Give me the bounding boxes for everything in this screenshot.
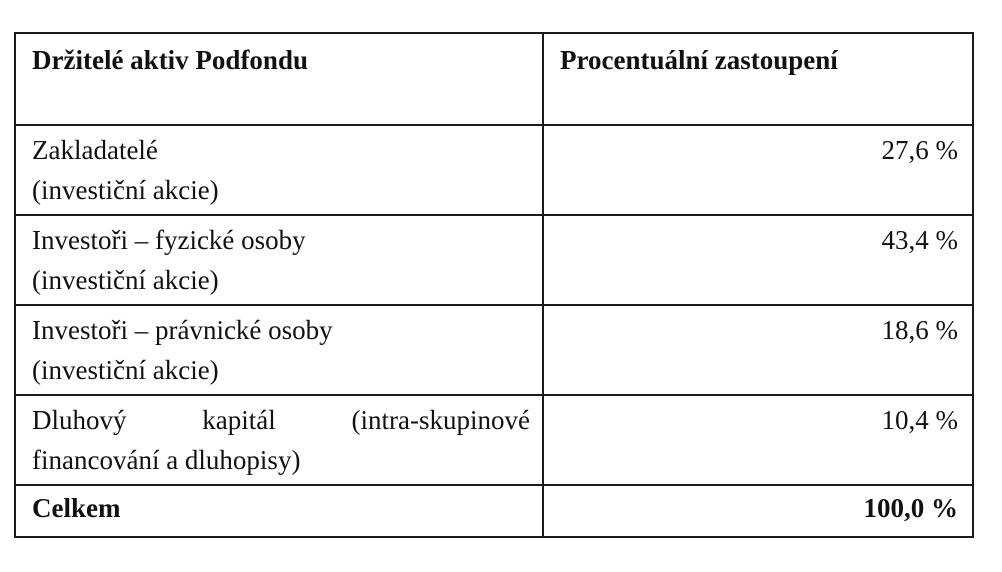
holder-cell xyxy=(15,215,543,305)
header-holder: Držitelé aktiv Podfondu xyxy=(15,33,543,125)
table-row xyxy=(15,395,973,485)
total-value: 100,0 % xyxy=(543,485,973,537)
holder-cell xyxy=(15,125,543,215)
holder-cell xyxy=(15,305,543,395)
holder-line-2: (investiční akcie) xyxy=(32,355,219,385)
holder-line-1: Investoři – právnické osoby xyxy=(32,315,333,345)
share-value: 10,4 % xyxy=(543,395,973,485)
header-share: Procentuální zastoupení xyxy=(543,33,973,125)
table-header-row xyxy=(15,33,973,125)
holder-line-2: financování a dluhopisy) xyxy=(32,445,301,475)
holder-line-2: (investiční akcie) xyxy=(32,175,219,205)
table-row xyxy=(15,215,973,305)
total-row xyxy=(15,485,973,537)
table-row xyxy=(15,305,973,395)
share-value: 27,6 % xyxy=(543,125,973,215)
holder-line-1: Zakladatelé xyxy=(32,135,158,165)
holder-line-1: Investoři – fyzické osoby xyxy=(32,225,306,255)
holder-line-2: (investiční akcie) xyxy=(32,265,219,295)
asset-holders-table xyxy=(14,32,974,538)
share-value: 18,6 % xyxy=(543,305,973,395)
table-row xyxy=(15,125,973,215)
total-label: Celkem xyxy=(15,485,543,537)
holder-cell xyxy=(15,395,543,485)
share-value: 43,4 % xyxy=(543,215,973,305)
holder-line-1: Dluhový kapitál (intra-skupinové xyxy=(32,405,530,435)
